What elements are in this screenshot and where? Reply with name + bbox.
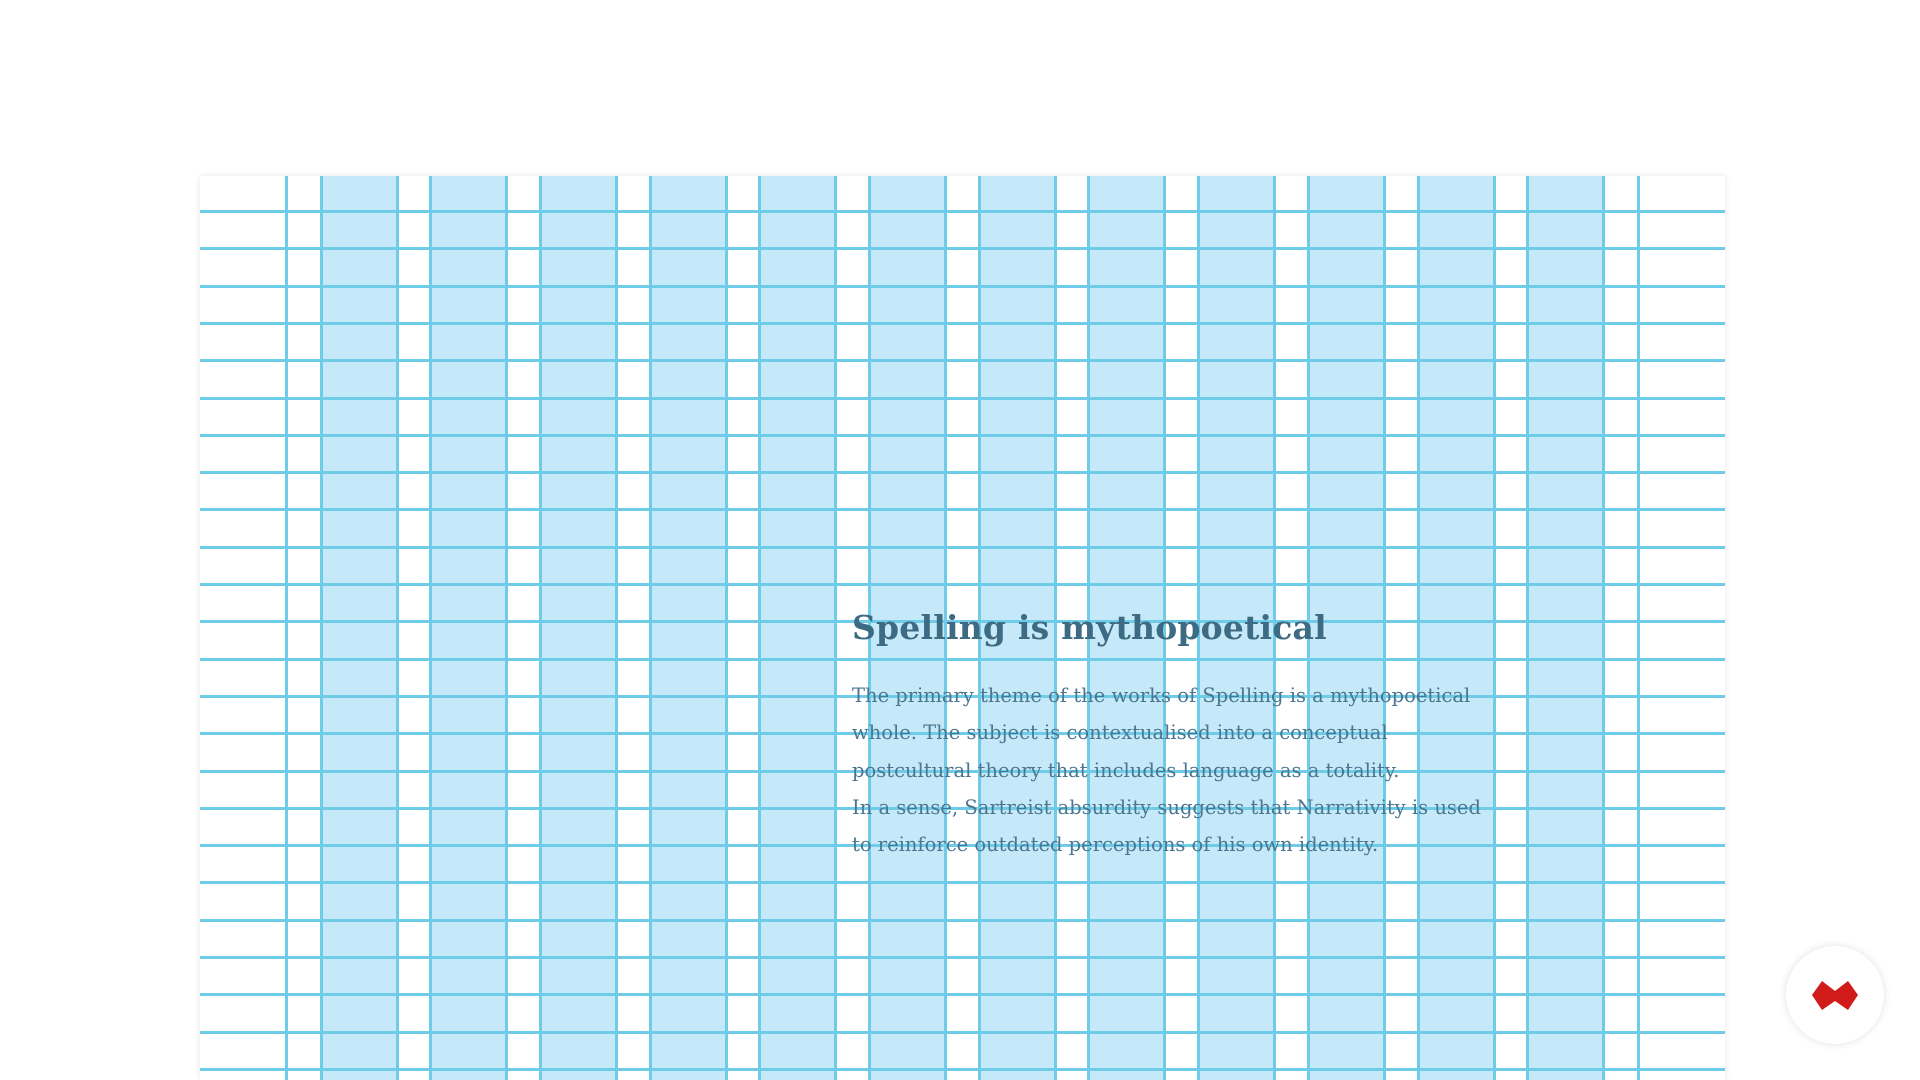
grid-vertical-line [429,176,432,1080]
grid-baseline [200,359,1725,362]
grid-vertical-line [320,176,323,1080]
grid-baseline [200,508,1725,511]
article-paragraph [852,677,1481,863]
grid-vertical-line [1602,176,1605,1080]
grid-baseline [200,1068,1725,1071]
grid-vertical-line [285,176,288,1080]
grid-baseline [200,546,1725,549]
article-text-block [852,605,1481,863]
grid-vertical-line [396,176,399,1080]
paragraph-line: In a sense, Sartreist absurdity suggests that Narrativity is used [852,795,1481,819]
grid-baseline [200,583,1725,586]
grid-baseline [200,881,1725,884]
grid-baseline [200,434,1725,437]
grid-vertical-line [725,176,728,1080]
grid-column-band [1528,176,1604,1080]
grid-column-band [321,176,397,1080]
paragraph-line: postcultural theory that includes language as a totality. [852,758,1400,782]
paragraph-line: to reinforce outdated perceptions of his own identity. [852,833,1379,857]
grid-column-band [431,176,507,1080]
article-heading: Spelling is mythopoetical [852,608,1327,647]
grid-vertical-line [615,176,618,1080]
grid-baseline [200,471,1725,474]
grid-baseline [200,956,1725,959]
grid-vertical-line [1637,176,1640,1080]
grid-vertical-line [1493,176,1496,1080]
grid-baseline [200,285,1725,288]
grid-vertical-line [539,176,542,1080]
grid-vertical-line [834,176,837,1080]
brand-logo-icon [1810,977,1860,1013]
grid-baseline [200,322,1725,325]
grid-baseline [200,919,1725,922]
grid-baseline [200,397,1725,400]
grid-baseline [200,1031,1725,1034]
paragraph-line: whole. The subject is contextualised into a conceptual [852,721,1388,745]
grid-vertical-line [505,176,508,1080]
grid-column-band [540,176,616,1080]
grid-column-band [650,176,726,1080]
grid-vertical-line [1526,176,1529,1080]
grid-baseline [200,993,1725,996]
grid-baseline [200,210,1725,213]
grid-baseline [200,247,1725,250]
paragraph-line: The primary theme of the works of Spelling is a mythopoetical [852,684,1471,707]
brand-logo-button[interactable] [1786,946,1884,1044]
baseline-grid-overlay [200,176,1725,1080]
grid-vertical-line [649,176,652,1080]
grid-vertical-line [758,176,761,1080]
grid-column-band [760,176,836,1080]
